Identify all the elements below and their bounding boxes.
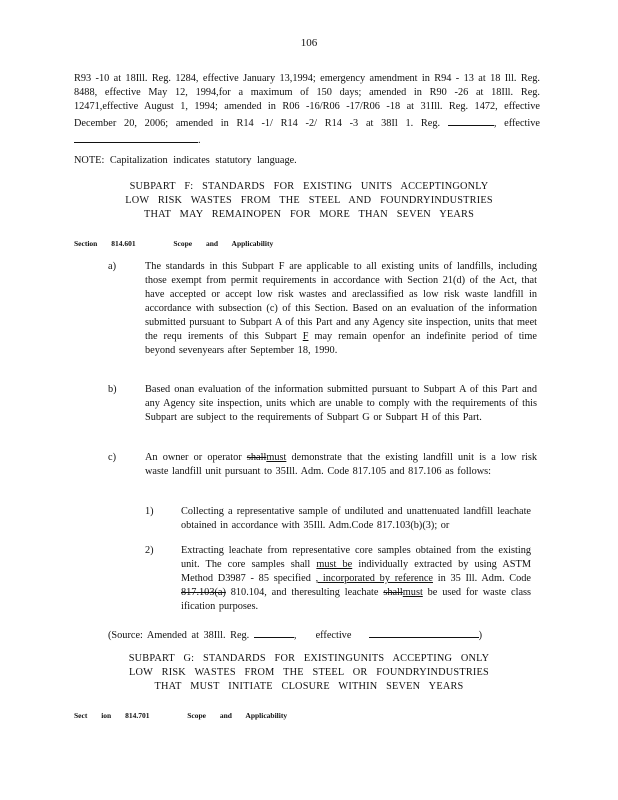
item-a-underlined-f: F	[302, 331, 309, 342]
item-c-rest: demonstrate that the existing landfill unit is a low risk waste landfill unit pursuant to 35Ill. Adm. Code 817.105 and 817.106 as follows:	[145, 452, 538, 477]
subpart-g-line-3: THAT MUST INITIATE CLOSURE WITHIN SEVEN YEARS	[154, 681, 464, 692]
sub-2-inserted-reference: , incorporated by reference	[315, 573, 433, 584]
subpart-f-heading	[0, 180, 618, 222]
sub-2-struck-code: 817.103(a)	[181, 587, 226, 598]
history-period: .	[198, 135, 201, 146]
section-814-701-heading	[74, 709, 287, 723]
item-c-inserted-must: must	[266, 452, 287, 463]
history-note	[74, 72, 540, 148]
sub-1-text: Collecting a representative sample of undiluted and unattenuated landfill leachate obtained in accordance with 35Ill. Adm.Code 817.103(b)(3); or	[181, 506, 531, 531]
page-number: 106	[300, 37, 318, 49]
section-number: Section 814.601	[74, 239, 136, 248]
sub-2-struck-shall: shall	[383, 587, 403, 598]
source-comma: ,	[293, 630, 297, 641]
history-comma: ,	[493, 118, 497, 129]
sub-2-marker: 2)	[145, 545, 154, 556]
history-text: R93 -10 at 18Ill. Reg. 1284, effective January 13,1994; emergency amendment in R94 - 13 at 18 Ill. Reg. 8488, effective May 12, 1994,for a maximum of 150 days; amended in R90 -26 at 18Ill. Reg. 12471,effective August 1, 1994; amended in R06 -16/R06 -17/R06 -18 at 31Ill. Reg. 1472, effective December 20, 2006; amended in R14 -1/ R14 -2/ R14 -3 at 38Il 1. Reg.	[74, 73, 540, 129]
subpart-f-line-1: SUBPART F: STANDARDS FOR EXISTING UNITS ACCEPTINGONLY	[129, 181, 489, 192]
sub-2-part-1: Extracting leachate from representative core samples obtained from the existing unit. The core samples shall	[181, 545, 531, 570]
subpart-g-line-2: LOW RISK WASTES FROM THE STEEL OR FOUNDRYINDUSTRIES	[129, 667, 489, 678]
sub-2-part-5: be used for waste class ification purposes.	[181, 587, 532, 612]
section-814-601-heading	[74, 237, 273, 251]
subpart-g-heading	[0, 652, 618, 694]
sub-2-text	[181, 544, 531, 614]
item-b-text: Based onan evaluation of the information submitted pursuant to Subpart A of this Part and any Agency site inspection, units which are unable to comply with the requirements of this Subpart are subject to the requirements of Subpart G or Subpart H of this Part.	[145, 384, 537, 423]
sub-2-part-3: in 35 Ill. Adm. Code	[437, 573, 531, 584]
item-a-text	[145, 260, 537, 358]
item-c-text	[145, 451, 537, 479]
source-effective-blank	[369, 626, 479, 638]
section-number: Sect ion 814.701	[74, 711, 150, 720]
source-reg-blank	[254, 626, 294, 638]
sub-2-part-4: 810.104, and theresulting leachate	[230, 587, 379, 598]
subpart-g-line-1: SUBPART G: STANDARDS FOR EXISTINGUNITS ACCEPTING ONLY	[128, 653, 490, 664]
sub-1-marker: 1)	[145, 506, 154, 517]
source-note	[108, 626, 538, 643]
sub-2-underlined-must-be: must be	[316, 559, 353, 570]
section-title: Scope and Applicability	[173, 239, 274, 248]
history-reg-blank	[448, 114, 494, 126]
source-open: (Source: Amended at 38Ill. Reg.	[108, 630, 250, 641]
source-effective-label: effective	[315, 630, 352, 641]
item-a-marker: a)	[108, 261, 116, 272]
item-c-struck-shall: shall	[246, 452, 267, 463]
item-a-main: The standards in this Subpart F are applicable to all existing units of landfills, including those exempt from permit requirements in accordance with Section 21(d) of the Act, that have accepted or accept low risk wastes and areclassified as low risk waste landfill in accordance with subsection (c) of this Section. Based on an evaluation of the information submitted pursuant to Subpart A of this Part and any Agency site inspection, units that meet the requ irements of this Subpart	[145, 261, 537, 342]
history-effective-label: effective	[504, 118, 540, 129]
item-c-marker: c)	[108, 452, 116, 463]
item-a-end: may remain openfor an indefinite period of time beyond sevenyears after September 18, 1990.	[145, 331, 537, 356]
sub-2-part-2: individually extracted by using ASTM Method D3987 - 85 specified	[181, 559, 531, 584]
note-capitalization: NOTE: Capitalization indicates statutory language.	[74, 155, 297, 166]
sub-2-inserted-must: must	[402, 587, 423, 598]
subpart-f-line-2: LOW RISK WASTES FROM THE STEEL AND FOUNDRYINDUSTRIES	[125, 195, 493, 206]
source-close: )	[478, 630, 482, 641]
item-b-marker: b)	[108, 384, 117, 395]
item-c-start: An owner or operator	[145, 452, 242, 463]
subpart-f-line-3: THAT MAY REMAINOPEN FOR MORE THAN SEVEN YEARS	[143, 209, 475, 220]
history-effective-blank	[74, 131, 198, 143]
section-title: Scope and Applicability	[187, 711, 288, 720]
